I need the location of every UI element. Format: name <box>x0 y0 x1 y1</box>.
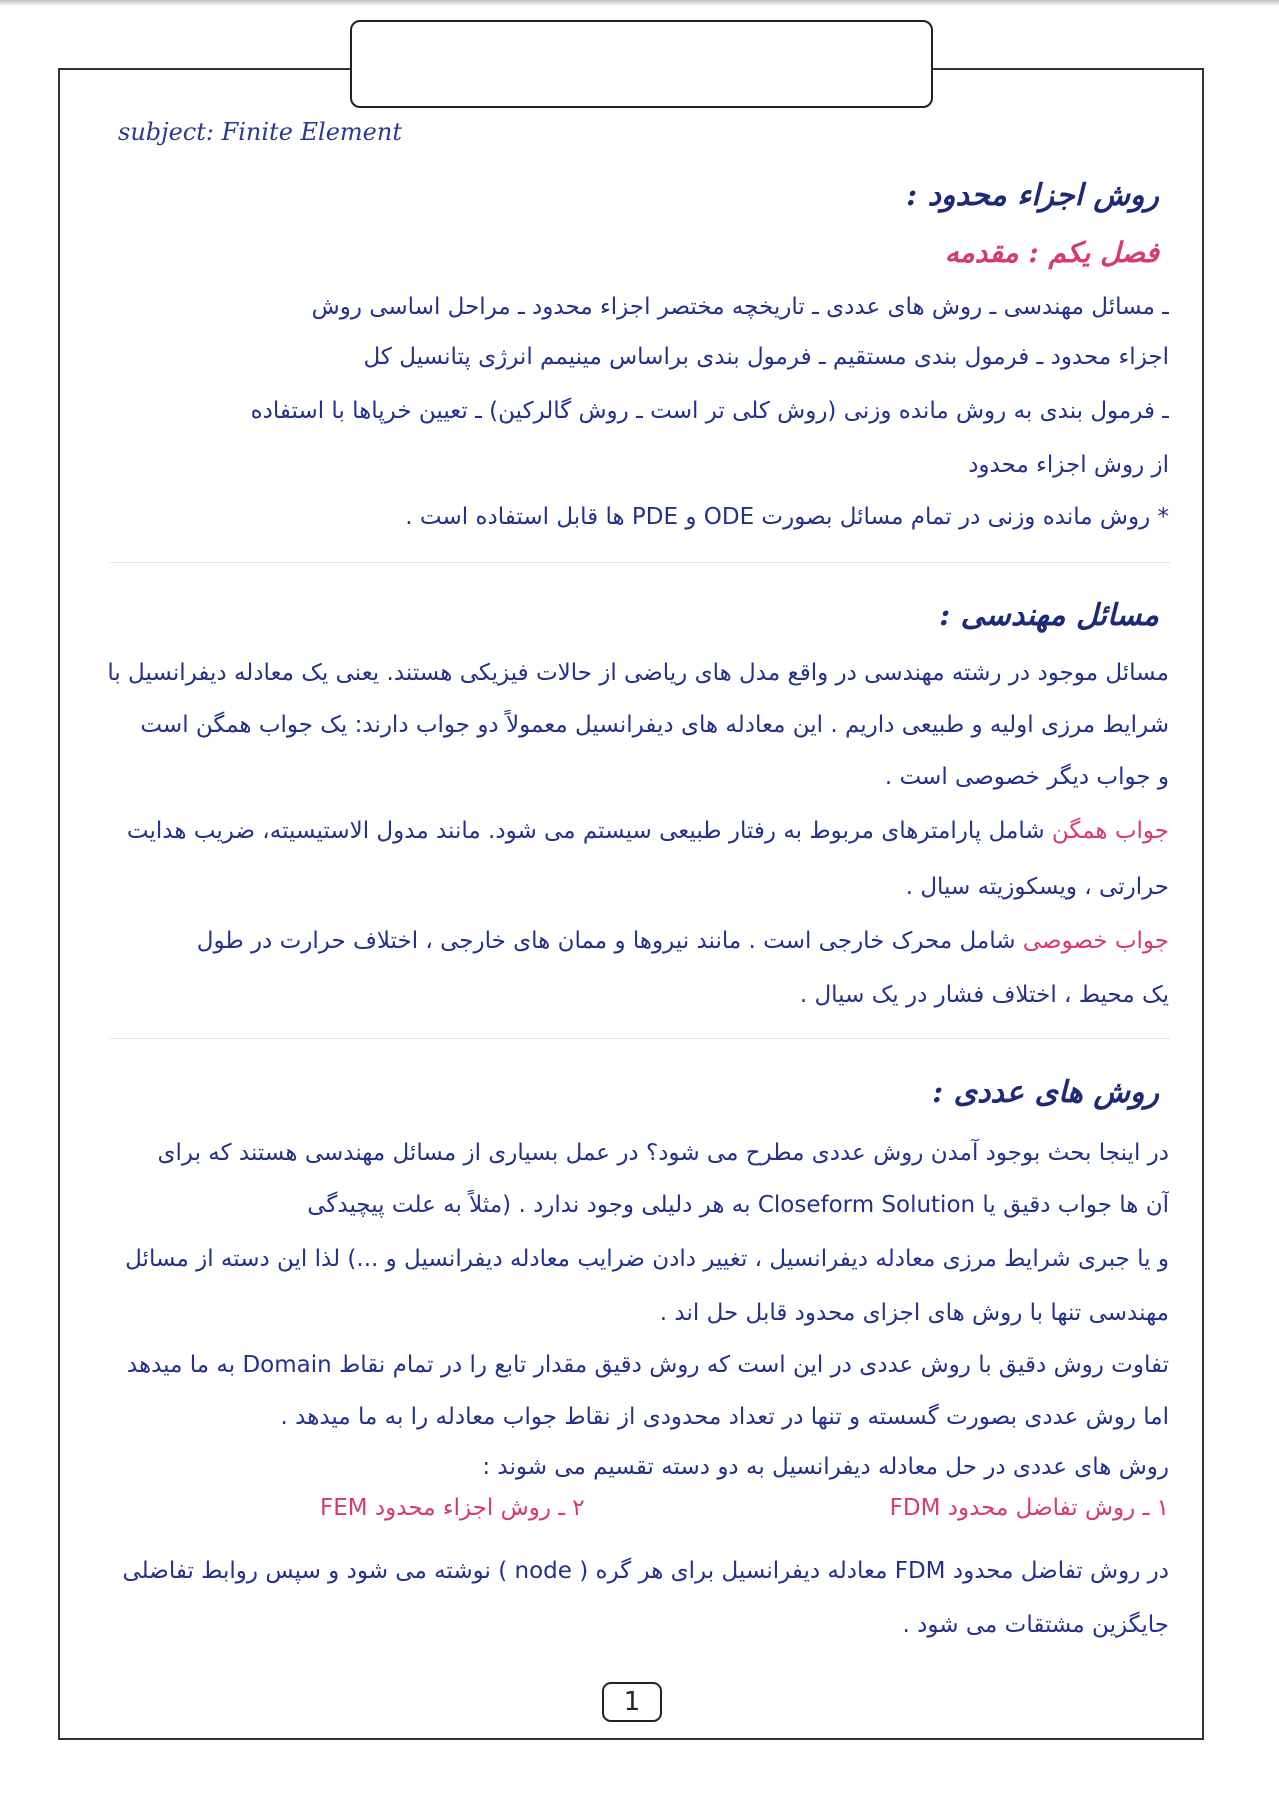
particular-line <box>80 926 1169 956</box>
subject-line: subject: Finite Element <box>118 118 402 146</box>
paragraph-line: مسائل موجود در رشته مهندسی در واقع مدل های ریاضی از حالات فیزیکی هستند. یعنی یک معادله دیفرانسیل با <box>107 660 1169 686</box>
header-box <box>350 20 933 108</box>
toc-line: ـ مسائل مهندسی ـ روش های عددی ـ تاریخچه مختصر اجزاء محدود ـ مراحل اساسی روش <box>311 294 1169 320</box>
chapter-heading: فصل یکم : مقدمه <box>944 236 1159 269</box>
paragraph-line: جایگزین مشتقات می شود . <box>902 1612 1169 1638</box>
paragraph-line: در روش تفاضل محدود FDM معادله دیفرانسیل برای هر گره ( node ) نوشته می شود و سپس روابط تفاضلی <box>122 1558 1169 1584</box>
toc-line: از روش اجزاء محدود <box>968 452 1169 478</box>
paragraph-line: مهندسی تنها با روش های اجزای محدود قابل حل اند . <box>659 1300 1169 1326</box>
page-number: 1 <box>602 1682 662 1722</box>
paragraph-line: حرارتی ، ویسکوزیته سیال . <box>905 874 1169 900</box>
toc-line: ـ فرمول بندی به روش مانده وزنی (روش کلی تر است ـ روش گالرکین) ـ تعیین خرپاها با استفاده <box>250 398 1169 424</box>
paragraph-line: و جواب دیگر خصوصی است . <box>884 764 1169 790</box>
paragraph-text: شامل محرک خارجی است . مانند نیروها و ممان های خارجی ، اختلاف حرارت در طول <box>196 928 1023 954</box>
scan-edge <box>0 0 1279 6</box>
paragraph-line: اما روش عددی بصورت گسسته و تنها در تعداد محدودی از نقاط جواب معادله را به ما میدهد . <box>280 1404 1169 1430</box>
paragraph-line: روش های عددی در حل معادله دیفرانسیل به دو دسته تقسیم می شوند : <box>482 1454 1169 1480</box>
paragraph-line: آن ها جواب دقیق یا Closeform Solution به هر دلیلی وجود ندارد . (مثلاً به علت پیچیدگی <box>307 1192 1169 1218</box>
term-particular: جواب خصوصی <box>1022 928 1169 954</box>
homogeneous-line <box>80 816 1169 846</box>
paragraph-line: شرایط مرزی اولیه و طبیعی داریم . این معادله های دیفرانسیل معمولاً دو جواب دارند: یک جواب همگن است <box>140 712 1169 738</box>
note-line: * روش مانده وزنی در تمام مسائل بصورت ODE و PDE ها قابل استفاده است . <box>405 504 1169 530</box>
toc-line: اجزاء محدود ـ فرمول بندی مستقیم ـ فرمول بندی براساس مینیمم انرژی پتانسیل کل <box>363 344 1169 370</box>
paragraph-line: و یا جبری شرایط مرزی معادله دیفرانسیل ، تغییر دادن ضرایب معادله دیفرانسیل و ...) لذا این دسته از مسائل <box>125 1246 1169 1272</box>
method-fem: ۲ ـ روش اجزاء محدود FEM <box>320 1495 585 1521</box>
paragraph-line: در اینجا بحث بوجود آمدن روش عددی مطرح می شود؟ در عمل بسیاری از مسائل مهندسی هستند که برای <box>157 1140 1169 1166</box>
methods-row <box>320 1495 1169 1521</box>
ruled-line <box>110 562 1169 563</box>
paragraph-text: شامل پارامترهای مربوط به رفتار طبیعی سیستم می شود. مانند مدول الاستیسیته، ضریب هدایت <box>126 818 1052 844</box>
paragraph-line: یک محیط ، اختلاف فشار در یک سیال . <box>799 982 1169 1008</box>
section-heading: مسائل مهندسی : <box>939 598 1159 633</box>
page-title: روش اجزاء محدود : <box>906 178 1159 213</box>
section-heading: روش های عددی : <box>932 1075 1159 1110</box>
term-homogeneous: جواب همگن <box>1051 818 1169 844</box>
paragraph-line: تفاوت روش دقیق با روش عددی در این است که روش دقیق مقدار تابع را در تمام نقاط Domain به ما میدهد <box>126 1352 1169 1378</box>
ruled-line <box>110 1038 1169 1039</box>
method-fdm: ۱ ـ روش تفاضل محدود FDM <box>889 1495 1169 1521</box>
